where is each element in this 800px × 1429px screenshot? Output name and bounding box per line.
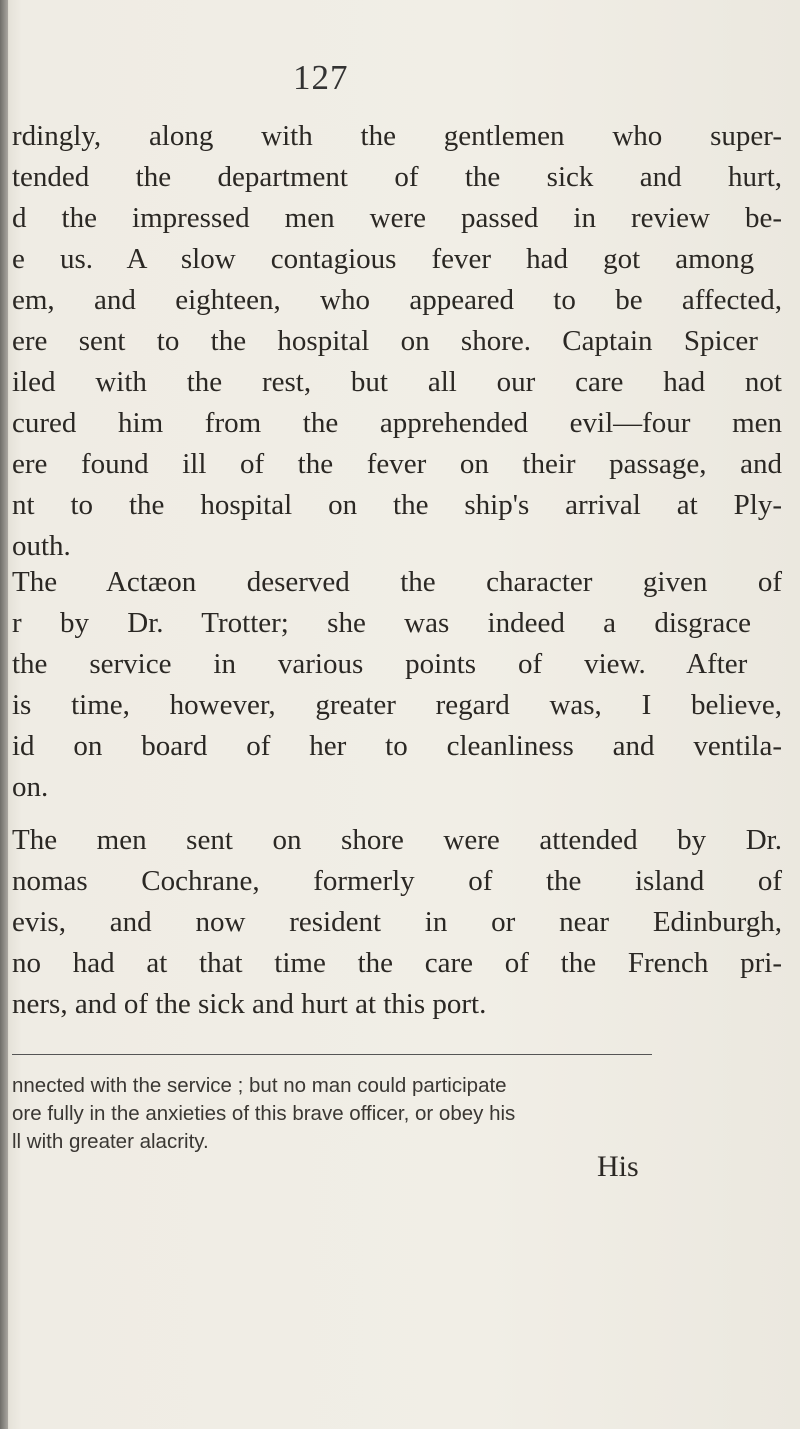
page-number: 127 bbox=[293, 58, 349, 97]
paragraph-3 bbox=[12, 820, 792, 1025]
text-line: evis, and now resident in or near Edinburgh, bbox=[12, 906, 782, 938]
text-line: on. bbox=[12, 771, 49, 803]
text-line: ere sent to the hospital on shore. Captain Spicer bbox=[12, 325, 758, 357]
text-line: The men sent on shore were attended by Dr. bbox=[12, 824, 782, 856]
text-line: nomas Cochrane, formerly of the island of bbox=[12, 865, 782, 897]
paragraph-2 bbox=[12, 562, 792, 808]
text-line: tended the department of the sick and hurt, bbox=[12, 161, 782, 193]
text-line: outh. bbox=[12, 530, 71, 562]
footnote-line: ll with greater alacrity. bbox=[12, 1130, 209, 1153]
text-line: The Actæon deserved the character given of bbox=[12, 566, 782, 598]
text-line: rdingly, along with the gentlemen who super- bbox=[12, 120, 782, 152]
text-line: iled with the rest, but all our care had not bbox=[12, 366, 782, 398]
footnote bbox=[12, 1072, 712, 1156]
text-line: is time, however, greater regard was, I believe, bbox=[12, 689, 782, 721]
footnote-divider bbox=[12, 1054, 652, 1055]
paragraph-1 bbox=[12, 116, 792, 567]
page-gutter-shadow bbox=[0, 0, 8, 1429]
footnote-line: nnected with the service ; but no man could participate bbox=[12, 1074, 507, 1097]
text-line: e us. A slow contagious fever had got among bbox=[12, 243, 755, 275]
text-line: ere found ill of the fever on their passage, and bbox=[12, 448, 782, 480]
text-line: id on board of her to cleanliness and ventila- bbox=[12, 730, 782, 762]
text-line: em, and eighteen, who appeared to be affected, bbox=[12, 284, 782, 316]
text-line: no had at that time the care of the French pri- bbox=[12, 947, 782, 979]
catchword: His bbox=[597, 1150, 639, 1183]
text-line: ners, and of the sick and hurt at this port. bbox=[12, 988, 487, 1020]
text-line: the service in various points of view. After bbox=[12, 648, 748, 680]
text-line: d the impressed men were passed in review be- bbox=[12, 202, 782, 234]
text-line: r by Dr. Trotter; she was indeed a disgrace bbox=[12, 607, 751, 639]
footnote-line: ore fully in the anxieties of this brave officer, or obey his bbox=[12, 1102, 516, 1125]
text-line: cured him from the apprehended evil—four men bbox=[12, 407, 782, 439]
text-line: nt to the hospital on the ship's arrival at Ply- bbox=[12, 489, 782, 521]
